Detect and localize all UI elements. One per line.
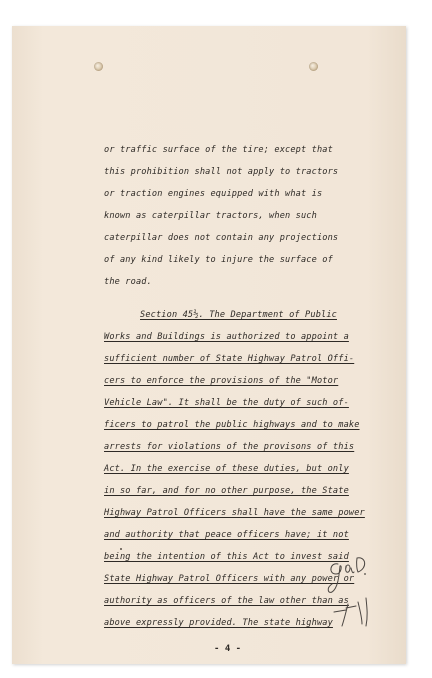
- punch-hole-right: [309, 62, 318, 71]
- document-page: [12, 26, 406, 664]
- text-line: Works and Buildings is authorized to appoint a: [104, 332, 349, 342]
- text-line: this prohibition shall not apply to tractors: [104, 167, 339, 177]
- handwritten-initials: [324, 554, 384, 644]
- punch-hole-left: [94, 62, 103, 71]
- text-line: ficers to patrol the public highways and to make: [104, 420, 360, 430]
- text-line: in so far, and for no other purpose, the State: [104, 486, 349, 496]
- text-line: and authority that peace officers have; it not: [104, 530, 349, 540]
- text-line: the road.: [104, 277, 152, 287]
- text-line: or traffic surface of the tire; except that: [104, 145, 333, 155]
- text-line: sufficient number of State Highway Patrol Offi-: [104, 354, 355, 364]
- page-number: - 4 -: [214, 644, 242, 654]
- text-line: authority as officers of the law other than as: [104, 596, 349, 606]
- text-line: Act. In the exercise of these duties, but only: [104, 464, 349, 474]
- text-line: cers to enforce the provisions of the "Motor: [104, 376, 339, 386]
- paper-speck: [120, 548, 122, 550]
- text-line: of any kind likely to injure the surface of: [104, 255, 333, 265]
- text-line: arrests for violations of the provisons of this: [104, 442, 355, 452]
- text-line: above expressly provided. The state highway: [104, 618, 333, 628]
- text-line: State Highway Patrol Officers with any power or: [104, 574, 355, 584]
- text-line: or traction engines equipped with what is: [104, 189, 323, 199]
- text-line: Vehicle Law". It shall be the duty of such of-: [104, 398, 349, 408]
- section-heading-line: Section 45½. The Department of Public: [140, 310, 337, 320]
- text-line: caterpillar does not contain any projections: [104, 233, 339, 243]
- text-line: known as caterpillar tractors, when such: [104, 211, 317, 221]
- text-line: being the intention of this Act to invest said: [104, 552, 349, 562]
- text-line: Highway Patrol Officers shall have the same power: [104, 508, 365, 518]
